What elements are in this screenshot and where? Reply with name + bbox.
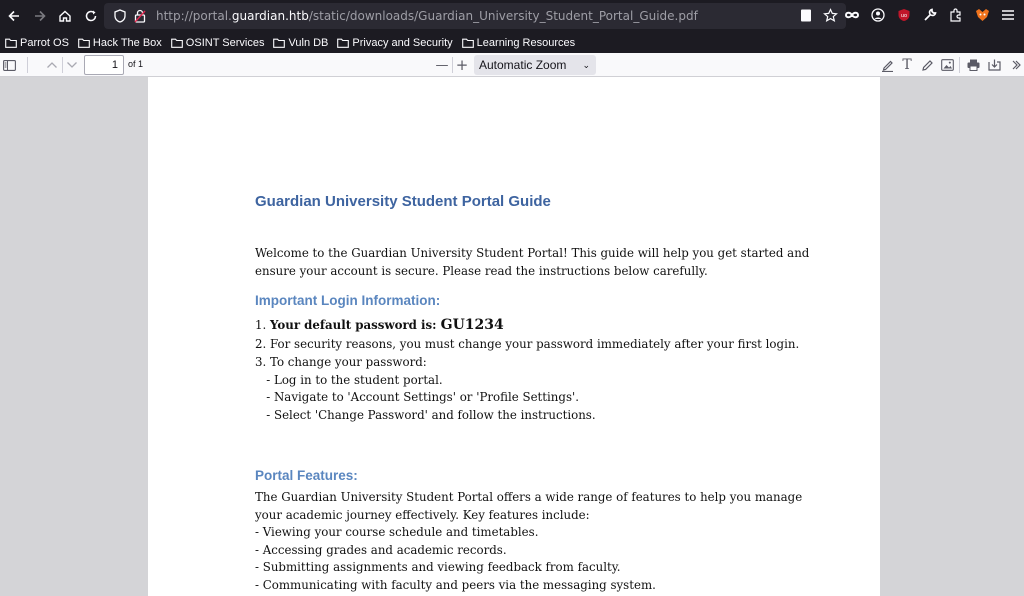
back-arrow-icon [7,9,21,23]
text-tool-icon: T [902,57,912,73]
url-path: /static/downloads/Guardian_University_Student_Portal_Guide.pdf [308,9,698,23]
bookmarks-toolbar [0,32,1024,53]
page-number-input[interactable]: 1 [84,55,124,75]
bookmark-label: Privacy and Security [352,36,453,49]
features-line: - Submitting assignments and viewing feedback from faculty. [255,560,621,574]
login-line: 3. To change your password: [255,355,427,369]
folder-icon [337,38,349,48]
previous-page-button[interactable] [44,57,60,73]
default-password-line [255,317,504,335]
bookmark-vuln-db[interactable] [273,37,328,49]
bookmark-star-icon[interactable] [823,8,838,23]
bookmark-label: Parrot OS [20,36,69,49]
chevron-down-icon: ⌄ [582,60,590,70]
folder-icon [78,38,90,48]
url-bar[interactable] [104,3,846,29]
bookmark-osint-services[interactable] [171,37,265,49]
ublock-extension-icon[interactable] [894,4,914,26]
insecure-lock-icon[interactable] [132,8,148,24]
pdf-toolbar [0,53,1024,77]
bookmark-privacy-and-security[interactable] [337,37,452,49]
print-button[interactable] [965,57,981,73]
folder-icon [5,38,17,48]
zoom-in-button[interactable]: + [455,56,469,74]
bookmark-parrot-os[interactable] [5,37,69,49]
features-line: - Viewing your course schedule and timetables. [255,525,539,539]
features-heading: Portal Features: [255,468,358,483]
folder-icon [171,38,183,48]
download-icon [988,59,1001,71]
pdf-page [148,77,880,596]
draw-button[interactable] [919,57,935,73]
highlighter-icon [881,59,894,72]
double-chevron-icon [1011,59,1021,71]
extensions-puzzle-icon[interactable] [946,4,966,26]
tools-menu-button[interactable] [1008,57,1024,73]
zoom-value: Automatic Zoom [479,58,567,72]
image-icon [941,59,954,71]
url-text[interactable] [156,9,698,23]
reader-view-icon[interactable] [799,8,813,23]
login-line: - Log in to the student portal. [255,373,443,387]
login-heading: Important Login Information: [255,293,441,308]
browser-extensions [842,4,1018,26]
wrench-tools-icon[interactable] [920,4,940,26]
intro-line: Welcome to the Guardian University Student Portal! This guide will help you get started and [255,246,810,260]
document-title: Guardian University Student Portal Guide [255,193,551,210]
toolbar-separator [959,57,960,73]
highlight-button[interactable] [879,57,895,73]
url-prefix: http://portal. [156,9,232,23]
sidebar-toggle-icon [3,60,16,71]
password-label: Your default password is: [270,318,441,332]
bookmark-label: Learning Resources [476,36,576,49]
toolbar-separator [27,57,28,73]
toolbar-separator [452,57,453,73]
back-button[interactable] [1,3,27,29]
bookmark-hack-the-box[interactable] [78,37,162,49]
features-line: The Guardian University Student Portal offers a wide range of features to help you manage [255,490,803,504]
list-number: 1. [255,318,271,332]
login-line: - Select 'Change Password' and follow the instructions. [255,408,596,422]
browser-navbar [0,0,1024,32]
printer-icon [967,59,980,71]
features-line: - Communicating with faculty and peers via the messaging system. [255,578,656,592]
next-page-button[interactable] [64,57,80,73]
menu-hamburger-icon[interactable] [998,4,1018,26]
login-line: - Navigate to 'Account Settings' or 'Profile Settings'. [255,390,580,404]
folder-icon [462,38,474,48]
save-button[interactable] [986,57,1002,73]
zoom-out-button[interactable]: — [435,57,449,73]
home-icon [58,9,72,23]
features-line: your academic journey effectively. Key features include: [255,508,590,522]
url-actions [799,8,838,23]
toolbar-separator [62,57,63,73]
account-icon[interactable] [868,4,888,26]
reload-button[interactable] [78,3,104,29]
url-host: guardian.htb [231,9,309,23]
text-tool-button[interactable] [899,57,915,73]
default-password: GU1234 [440,317,504,333]
chevron-down-icon [66,61,78,69]
chevron-up-icon [46,61,58,69]
page-count: of 1 [128,59,144,69]
svg-text:uo: uo [900,13,908,19]
add-image-button[interactable] [939,57,955,73]
bookmark-label: OSINT Services [185,36,265,49]
bookmark-label: Hack The Box [92,36,162,49]
intro-line: ensure your account is secure. Please read the instructions below carefully. [255,264,708,278]
reload-icon [84,9,98,23]
tracking-shield-icon[interactable] [112,8,128,24]
home-button[interactable] [52,3,78,29]
forward-button[interactable] [27,3,53,29]
foxyproxy-extension-icon[interactable] [972,4,992,26]
login-line: 2. For security reasons, you must change your password immediately after your first login. [255,337,800,351]
sidebar-toggle-button[interactable] [1,57,17,73]
zoom-select[interactable] [474,55,596,75]
folder-icon [273,38,285,48]
infinity-extension-icon[interactable] [842,4,862,26]
forward-arrow-icon [33,9,47,23]
pencil-icon [921,59,934,72]
features-line: - Accessing grades and academic records. [255,543,507,557]
bookmark-label: Vuln DB [288,36,329,49]
bookmark-learning-resources[interactable] [462,37,575,49]
